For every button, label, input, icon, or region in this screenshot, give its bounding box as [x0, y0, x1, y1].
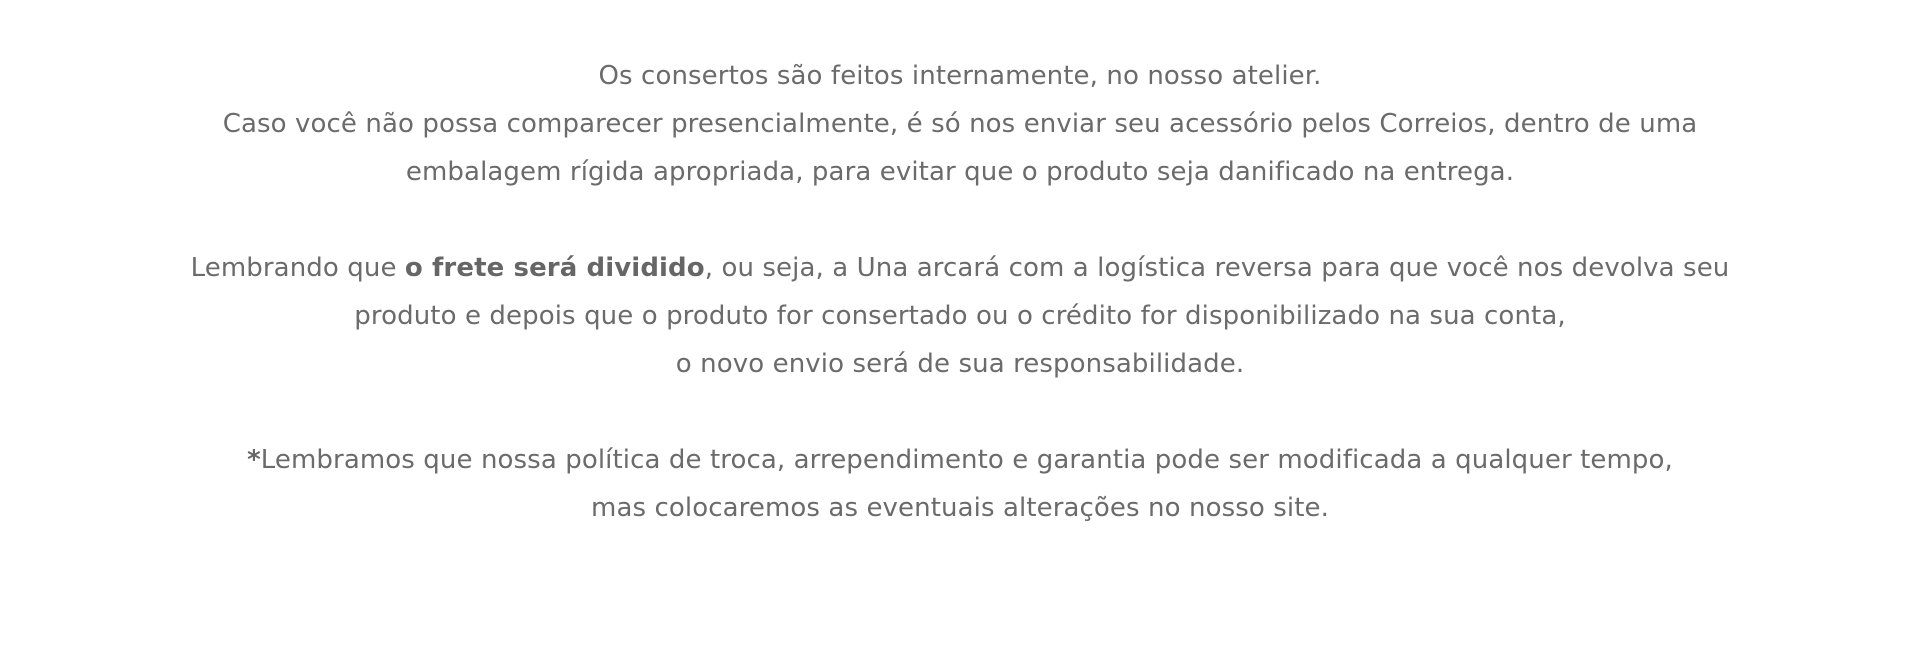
repairs-paragraph [0, 52, 1920, 196]
policy-line-2: mas colocaremos as eventuais alterações no nosso site. [591, 493, 1329, 523]
policy-line-1 [0, 436, 1920, 484]
policy-line-1-text: Lembramos que nossa política de troca, arrependimento e garantia pode ser modificada a qualquer tempo, [260, 445, 1673, 475]
shipping-line-2: produto e depois que o produto for consertado ou o crédito for disponibilizado na sua conta, [354, 301, 1566, 331]
shipping-split-highlight: o frete será dividido [404, 253, 705, 283]
shipping-line-3: o novo envio será de sua responsabilidade. [675, 349, 1245, 379]
shipping-line-1-suffix: , ou seja, a Una arcará com a logística reversa para que você nos devolva seu [704, 253, 1730, 283]
policy-asterisk: * [247, 445, 261, 475]
shipping-line-1 [0, 244, 1920, 292]
shipping-line-1-prefix: Lembrando que [190, 253, 405, 283]
repairs-line-3: embalagem rígida apropriada, para evitar que o produto seja danificado na entrega. [405, 157, 1515, 187]
repairs-line-2: Caso você não possa comparecer presencialmente, é só nos enviar seu acessório pelos Correios, dentro de uma [222, 109, 1698, 139]
repairs-line-1: Os consertos são feitos internamente, no nosso atelier. [598, 61, 1322, 91]
policy-paragraph [0, 436, 1920, 532]
shipping-paragraph [0, 244, 1920, 388]
